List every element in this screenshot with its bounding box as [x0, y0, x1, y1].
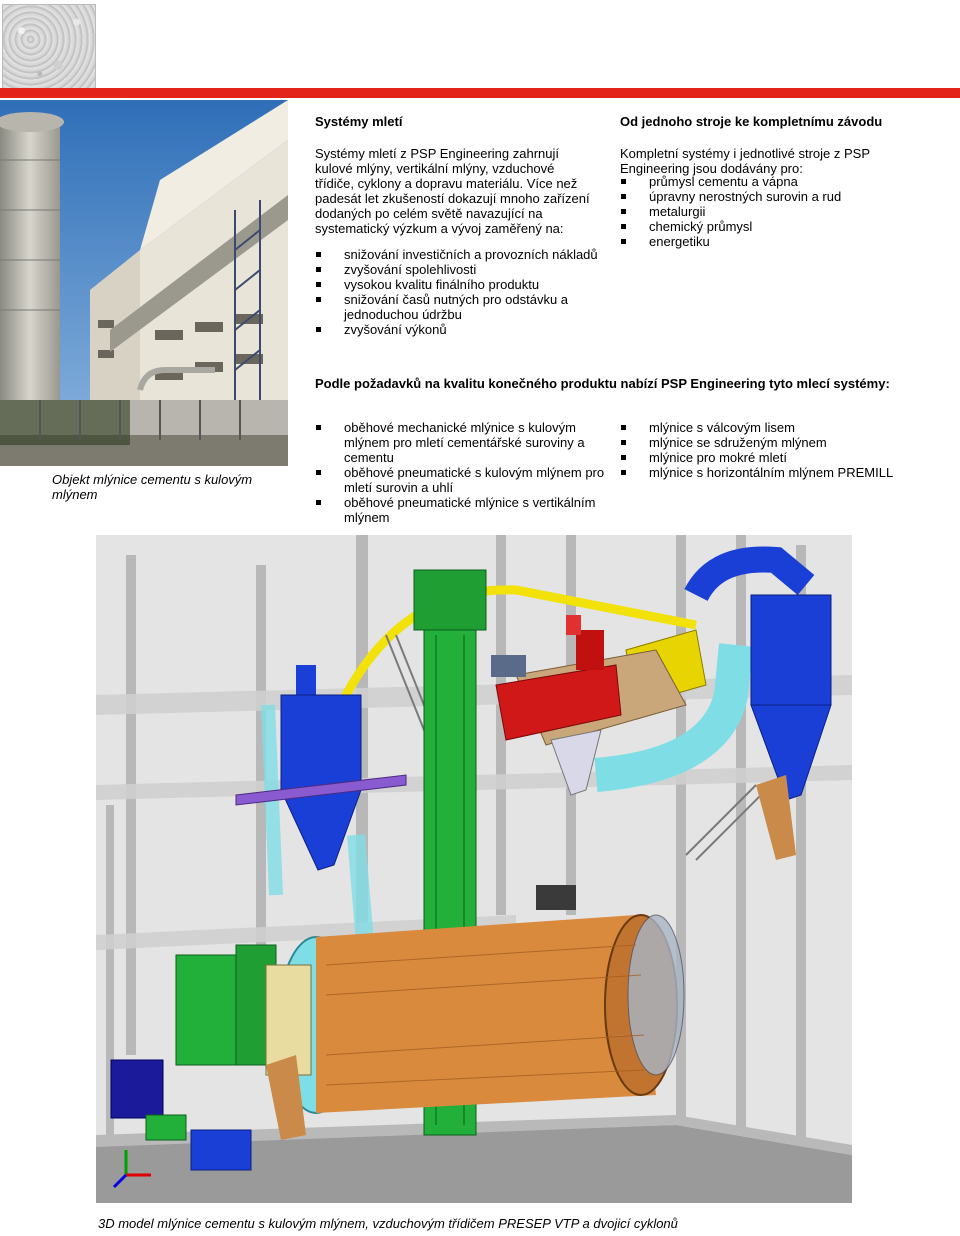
list-item: mlýnice s horizontálním mlýnem PREMILL — [620, 465, 920, 480]
grinding-systems-bullet-list — [315, 247, 605, 337]
building-photo — [0, 100, 288, 466]
list-item: zvyšování spolehlivosti — [315, 262, 605, 277]
section-heading-grinding-systems: Systémy mletí — [315, 114, 403, 129]
grinding-systems-intro: Systémy mletí z PSP Engineering zahrnují kulové mlýny, vertikální mlýny, vzduchové třídiče, cyklony a dopravu materiálu. Více než padesát let zkušeností dokazují mnoho zařízení dodaných po celém světě navazující na systematický výzkum a vývoj zaměřený na: — [315, 146, 590, 236]
list-item: mlýnice s válcovým lisem — [620, 420, 920, 435]
section-heading-complete-plant: Od jednoho stroje ke kompletnímu závodu — [620, 114, 883, 129]
building-photo-drawing — [0, 100, 288, 466]
list-item: mlýnice pro mokré mletí — [620, 450, 920, 465]
list-item: oběhové pneumatické s kulovým mlýnem pro mletí surovin a uhlí — [315, 465, 615, 495]
mill-3d-model — [96, 535, 852, 1203]
header-stone-texture — [2, 4, 96, 92]
systems-list-column-2 — [620, 420, 920, 480]
list-item: oběhové mechanické mlýnice s kulovým mlýnem pro mletí cementářské suroviny a cementu — [315, 420, 615, 465]
list-item: zvyšování výkonů — [315, 322, 605, 337]
grinding-systems-offer-heading: Podle požadavků na kvalitu konečného produktu nabízí PSP Engineering tyto mlecí systémy: — [315, 376, 890, 391]
list-item: průmysl cementu a vápna — [620, 174, 900, 189]
complete-plant-intro: Kompletní systémy i jednotlivé stroje z PSP Engineering jsou dodávány pro: — [620, 146, 870, 176]
list-item: snižování časů nutných pro odstávku a jednoduchou údržbu — [315, 292, 584, 322]
list-item: mlýnice se sdruženým mlýnem — [620, 435, 920, 450]
complete-plant-bullet-list — [620, 174, 900, 249]
list-item: snižování investičních a provozních nákladů — [315, 247, 605, 262]
mill-3d-model-drawing — [96, 535, 852, 1203]
list-item: oběhové pneumatické mlýnice s vertikálním mlýnem — [315, 495, 615, 525]
photo-caption: Objekt mlýnice cementu s kulovým mlýnem — [52, 472, 253, 502]
list-item: úpravny nerostných surovin a rud — [620, 189, 900, 204]
list-item: chemický průmysl — [620, 219, 900, 234]
systems-list-column-1 — [315, 420, 615, 525]
header-red-bar — [0, 88, 960, 98]
model-caption: 3D model mlýnice cementu s kulovým mlýnem, vzduchovým třídičem PRESEP VTP a dvojicí cyklonů — [98, 1216, 678, 1231]
list-item: vysokou kvalitu finálního produktu — [315, 277, 605, 292]
list-item: metalurgii — [620, 204, 900, 219]
list-item: energetiku — [620, 234, 900, 249]
